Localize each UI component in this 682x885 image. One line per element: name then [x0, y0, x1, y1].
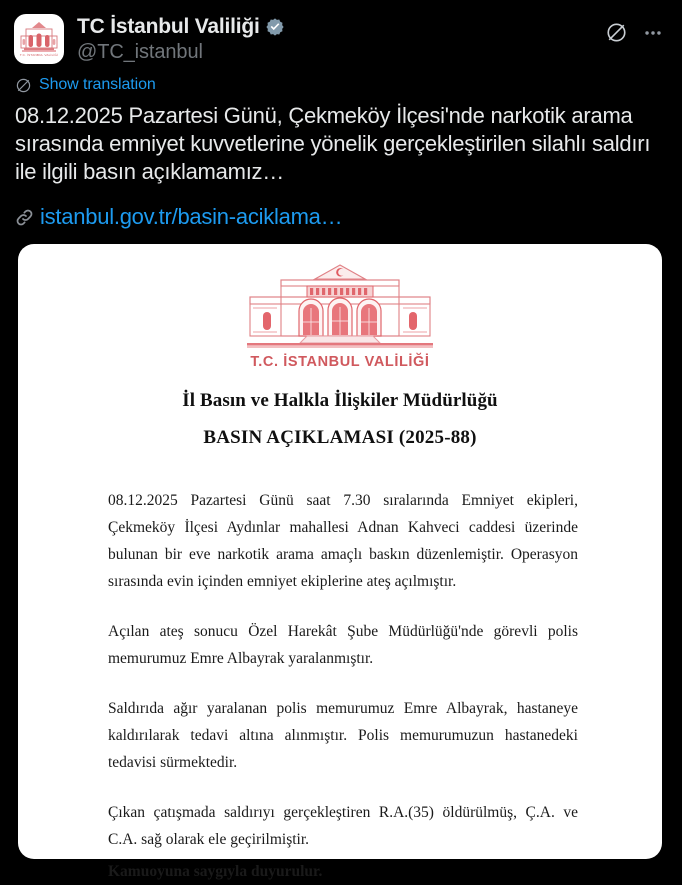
tweet-header [0, 0, 682, 64]
attached-document-image[interactable] [18, 244, 662, 881]
document-paragraph: Açılan ateş sonucu Özel Harekât Şube Müdürlüğü'nde görevli polis memurumuz Emre Albayrak yaralanmıştır. [108, 623, 578, 668]
avatar[interactable] [14, 14, 64, 64]
document-paragraph: 08.12.2025 Pazartesi Günü saat 7.30 sıralarında Emniyet ekipleri, Çekmeköy İlçesi Aydınlar mahallesi Adnan Kahveci caddesi üzerinde bulunan bir eve narkotik arama amaçlı baskın düzenlemiştir. Operasyon sırasında evin içinden emniyet ekiplerine ateş açılmıştır. [108, 492, 578, 591]
more-options-icon[interactable] [642, 22, 664, 44]
document-title-department: İl Basın ve Halkla İlişkiler Müdürlüğü [182, 390, 498, 412]
document-emblem [18, 260, 662, 370]
circle-slash-icon [15, 77, 32, 94]
press-release-document [18, 244, 662, 881]
account-handle: @TC_istanbul [77, 41, 203, 64]
svg-text:T.C. İSTANBUL VALİLİĞİ: T.C. İSTANBUL VALİLİĞİ [19, 53, 59, 58]
header-actions [605, 14, 668, 44]
link-chain-icon [14, 207, 35, 228]
tweet-link[interactable] [0, 186, 356, 231]
account-identity [77, 14, 285, 64]
istanbul-valiligi-building-icon [247, 264, 433, 352]
document-closing-line: Kamuoyuna saygıyla duyurulur. [108, 863, 323, 881]
emblem-caption: T.C. İSTANBUL VALİLİĞİ [250, 354, 430, 371]
grok-actions-icon[interactable] [605, 21, 628, 44]
display-name-row[interactable] [77, 15, 285, 38]
document-title-statement: BASIN AÇIKLAMASI (2025-88) [203, 427, 477, 449]
document-body [18, 449, 662, 885]
document-titles [18, 390, 662, 449]
document-paragraph: Saldırıda ağır yaralanan polis memurumuz Emre Albayrak, hastaneye kaldırılarak tedavi altına alınmıştır. Polis memurumuzun hastanedeki tedavisi sürmektedir. [108, 700, 578, 772]
tweet-text: 08.12.2025 Pazartesi Günü, Çekmeköy İlçesi'nde narkotik arama sırasında emniyet kuvvetlerine yönelik gerçekleştirilen silahlı saldırı ile ilgili basın açıklamamız… [15, 103, 657, 185]
display-name: TC İstanbul Valiliği [77, 15, 260, 38]
tweet-link-text: istanbul.gov.tr/basin-aciklama… [40, 204, 343, 230]
verified-badge [265, 17, 285, 37]
show-translation-label: Show translation [39, 76, 156, 94]
document-paragraph: Çıkan çatışmada saldırıyı gerçekleştiren R.A.(35) öldürülmüş, Ç.A. ve C.A. sağ olarak ele geçirilmiştir. [108, 804, 578, 849]
show-translation-button[interactable] [0, 64, 170, 94]
